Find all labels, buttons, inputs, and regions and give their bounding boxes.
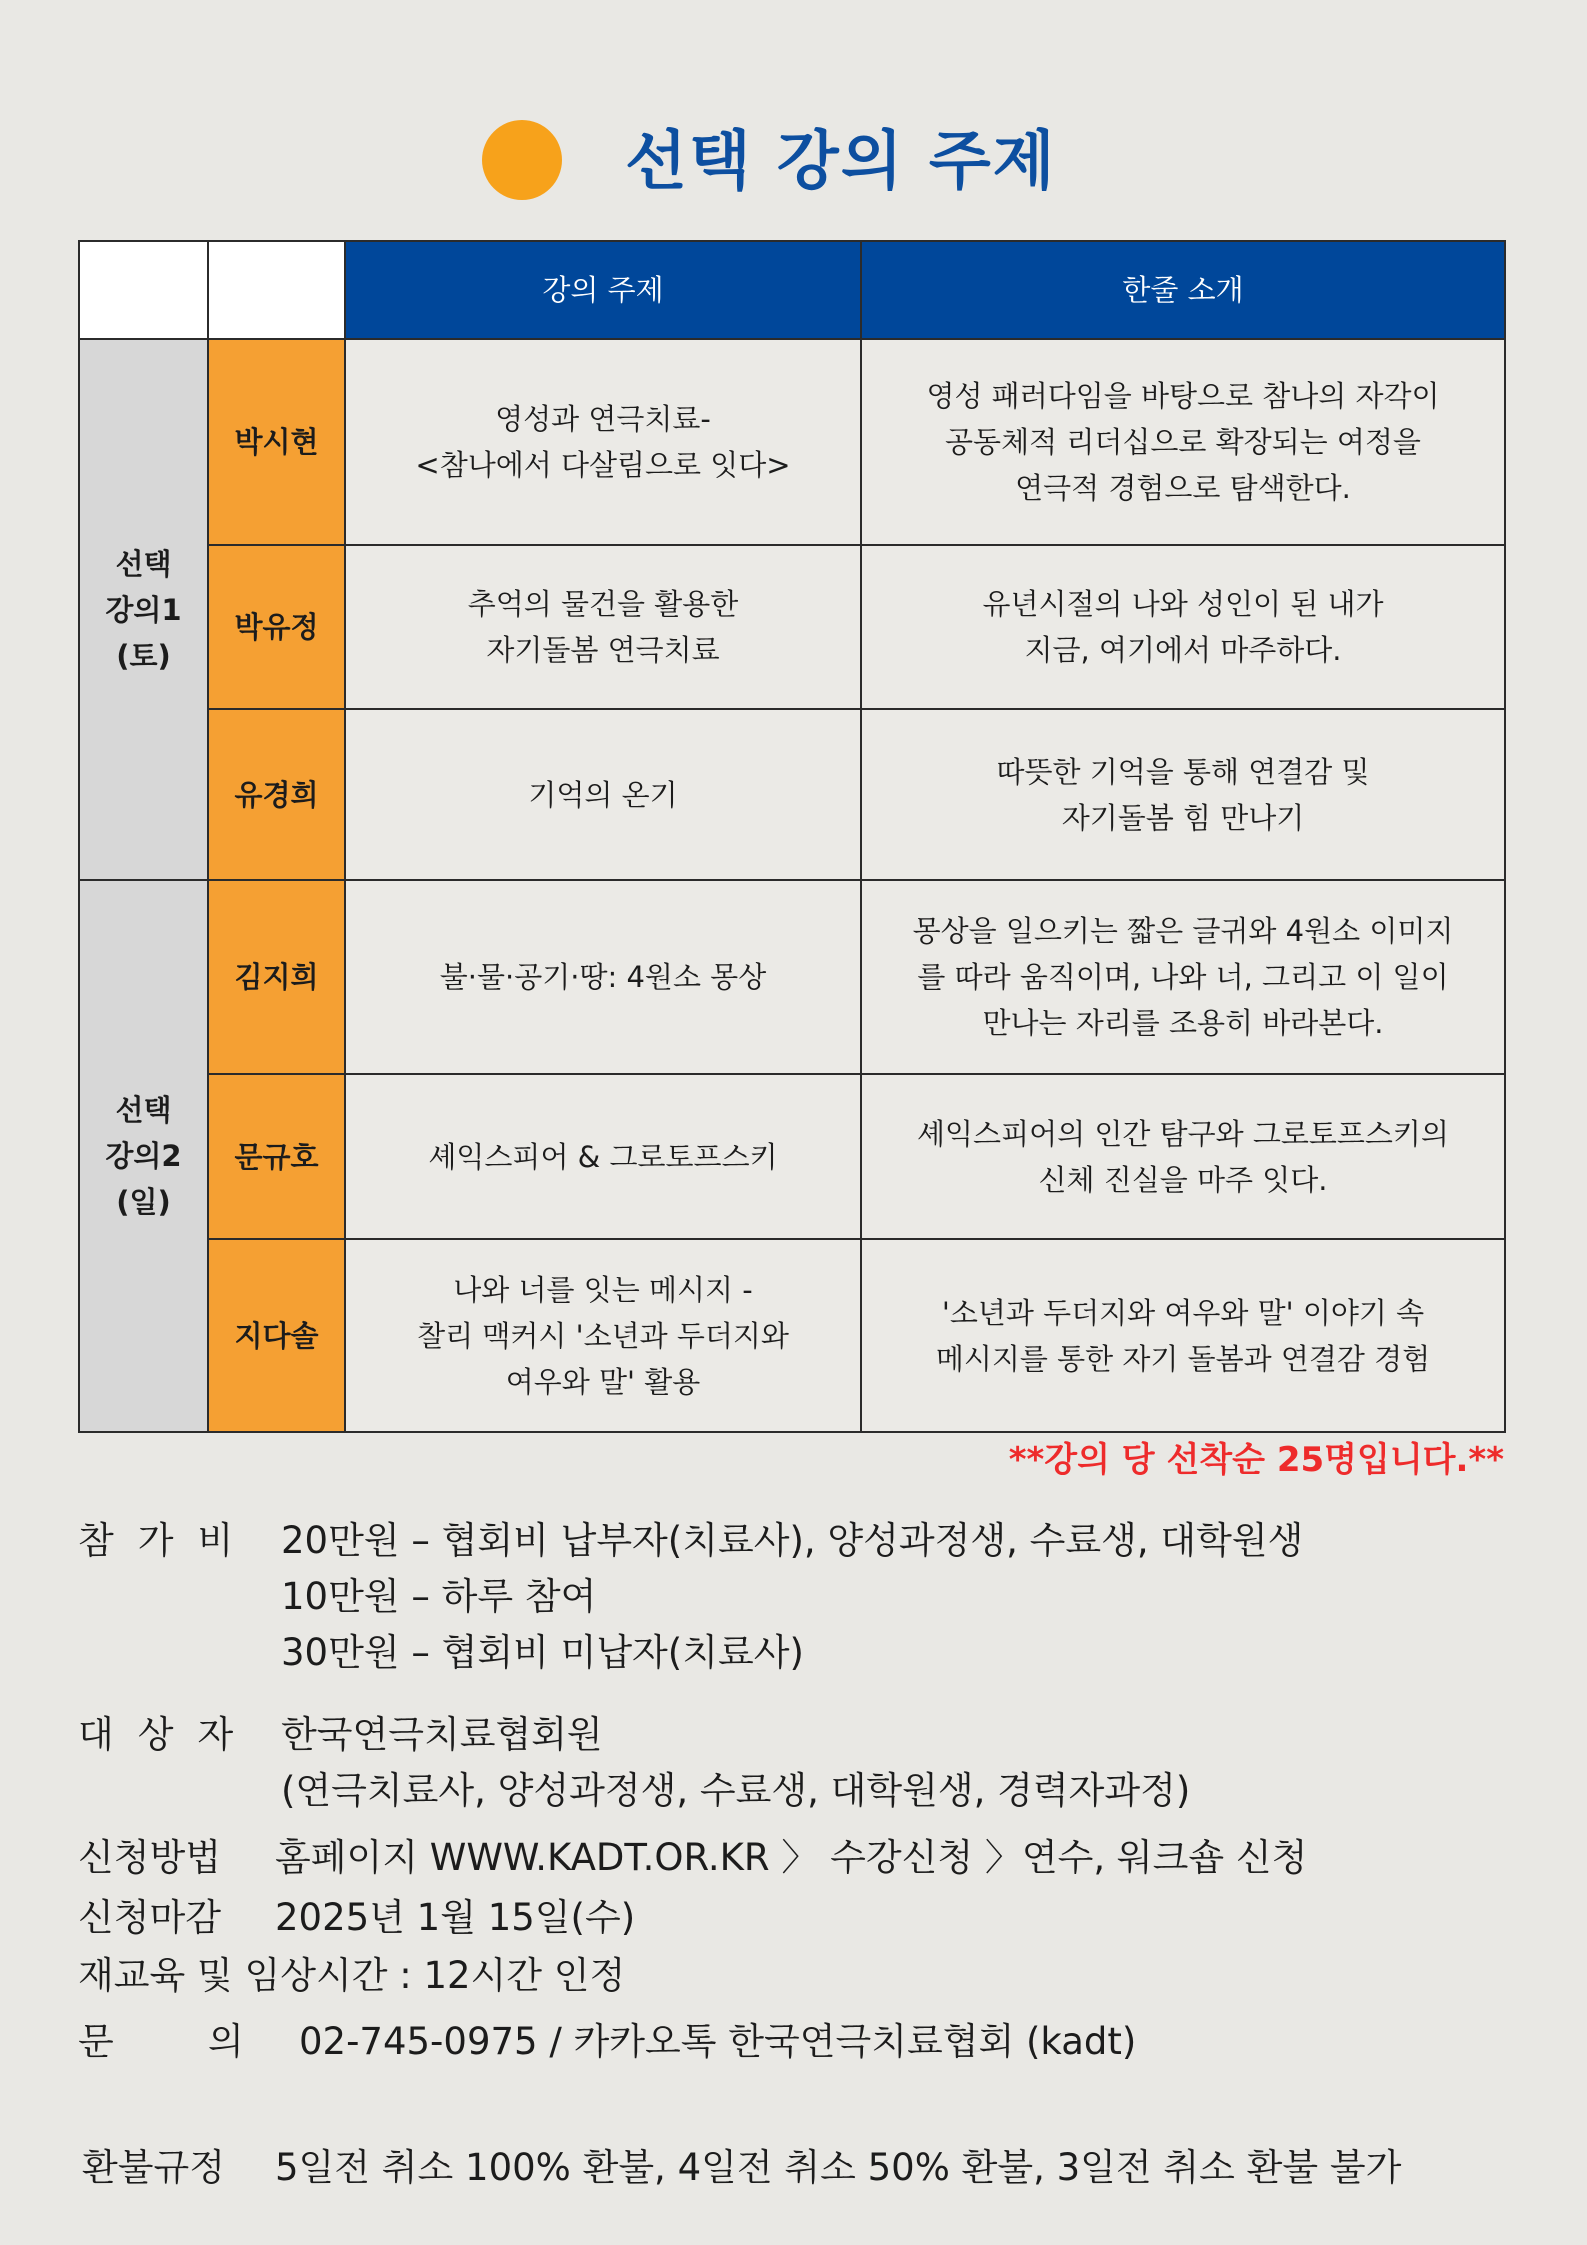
- intro-line: 자기돌봄 힘 만나기: [1061, 800, 1305, 835]
- table-header-row: [79, 241, 1505, 339]
- day-label-line: 선택: [115, 546, 172, 581]
- header-blank-cell: [208, 241, 345, 339]
- deadline-section: [78, 1890, 1478, 1946]
- target-label: 대상자: [78, 1713, 258, 1756]
- apply-method-value: 홈페이지 WWW.KADT.OR.KR 〉 수강신청 〉연수, 워크숍 신청: [275, 1836, 1308, 1879]
- apply-method-label: 신청방법: [78, 1836, 221, 1879]
- contact-label-first: 문: [78, 2020, 114, 2063]
- contact-section: [78, 2014, 1478, 2070]
- fee-line: 30만원 – 협회비 미납자(치료사): [281, 1631, 804, 1674]
- intro-line: 유년시절의 나와 성인이 된 내가: [982, 587, 1384, 621]
- lecture-intro: [861, 880, 1505, 1074]
- day-label-line: 강의1: [105, 592, 182, 627]
- intro-line: 지금, 여기에서 마주하다.: [1024, 633, 1342, 667]
- deadline-value: 2025년 1월 15일(수): [275, 1896, 636, 1939]
- day-label-line: 선택: [115, 1093, 172, 1127]
- lecturer-name: 지다솔: [208, 1239, 345, 1432]
- header-intro: 한줄 소개: [861, 241, 1505, 339]
- intro-line: 따뜻한 기억을 통해 연결감 및: [996, 754, 1370, 789]
- credit-text: 재교육 및 임상시간 : 12시간 인정: [78, 1954, 626, 1997]
- table-row: [79, 709, 1505, 880]
- topic-line: 영성과 연극치료-: [495, 402, 711, 436]
- capacity-note: **강의 당 선착순 25명입니다.**: [1008, 1440, 1504, 1480]
- lecturer-name: 박유정: [208, 545, 345, 709]
- target-line: 한국연극치료협회원: [281, 1713, 603, 1756]
- lecture-topic: [345, 339, 861, 545]
- lecturer-name: 박시현: [208, 339, 345, 545]
- table-row: [79, 339, 1505, 545]
- lecture-topic: [345, 545, 861, 709]
- intro-line: 영성 패러다임을 바탕으로 참나의 자각이: [926, 379, 1440, 413]
- table-row: [79, 880, 1505, 1074]
- day-label-line: (일): [116, 1185, 171, 1219]
- intro-line: 를 따라 움직이며, 나와 너, 그리고 이 일이: [917, 960, 1449, 994]
- orange-dot-icon: [482, 120, 562, 200]
- lecture-intro: [861, 1239, 1505, 1432]
- intro-line: 몽상을 일으키는 짧은 글귀와 4원소 이미지: [912, 914, 1454, 948]
- contact-value: 02-745-0975 / 카카오톡 한국연극치료협회 (kadt): [299, 2020, 1137, 2063]
- lecturer-name: 유경희: [208, 709, 345, 880]
- target-section: [78, 1707, 1478, 1819]
- topic-line: 기억의 온기: [528, 777, 678, 812]
- day-label-line: (토): [116, 638, 171, 673]
- refund-value: 5일전 취소 100% 환불, 4일전 취소 50% 환불, 3일전 취소 환불 불가: [275, 2146, 1402, 2189]
- topic-line: 찰리 맥커시 '소년과 두더지와: [417, 1318, 789, 1353]
- lecture-intro: [861, 545, 1505, 709]
- lecture-intro: [861, 709, 1505, 880]
- lecture-topic: [345, 1074, 861, 1239]
- intro-line: 신체 진실을 마주 잇다.: [1038, 1162, 1328, 1197]
- fee-section: [78, 1513, 1478, 1681]
- fee-line: 10만원 – 하루 참여: [281, 1575, 597, 1618]
- topic-line: <참나에서 다살림으로 잇다>: [415, 448, 791, 482]
- table-row: [79, 545, 1505, 709]
- intro-line: 만나는 자리를 조용히 바라본다.: [982, 1006, 1384, 1040]
- fee-line: 20만원 – 협회비 납부자(치료사), 양성과정생, 수료생, 대학원생: [281, 1519, 1304, 1562]
- topic-line: 추억의 물건을 활용한: [467, 587, 739, 621]
- lecturer-name: 문규호: [208, 1074, 345, 1239]
- lecture-table: [78, 240, 1506, 1433]
- day-cell-saturday: [79, 339, 208, 880]
- intro-line: 셰익스피어의 인간 탐구와 그로토프스키의: [917, 1116, 1449, 1151]
- refund-section: [82, 2140, 1482, 2196]
- page-title: 선택 강의 주제: [625, 124, 1057, 199]
- intro-line: 공동체적 리더십으로 확장되는 여정을: [945, 425, 1421, 459]
- table-row: [79, 1239, 1505, 1432]
- page-header: [0, 112, 1587, 212]
- topic-line: 자기돌봄 연극치료: [486, 633, 720, 667]
- header-topic: 강의 주제: [345, 241, 861, 339]
- lecture-topic: [345, 709, 861, 880]
- lecture-topic: [345, 880, 861, 1074]
- lecture-intro: [861, 339, 1505, 545]
- topic-line: 여우와 말' 활용: [505, 1364, 701, 1399]
- lecture-intro: [861, 1074, 1505, 1239]
- intro-line: 연극적 경험으로 탐색한다.: [1015, 471, 1351, 505]
- lecturer-name: 김지희: [208, 880, 345, 1074]
- header-blank-cell: [79, 241, 208, 339]
- lecture-topic: [345, 1239, 861, 1432]
- topic-line: 나와 너를 잇는 메시지 -: [453, 1272, 753, 1307]
- refund-label: 환불규정: [82, 2146, 225, 2189]
- fee-label: 참가비: [78, 1519, 258, 1562]
- credit-section: [78, 1948, 1478, 2004]
- table-row: [79, 1074, 1505, 1239]
- target-line: (연극치료사, 양성과정생, 수료생, 대학원생, 경력자과정): [281, 1769, 1191, 1812]
- deadline-label: 신청마감: [78, 1896, 221, 1939]
- apply-method-section: [78, 1830, 1478, 1886]
- contact-label-second: 의: [208, 2020, 244, 2063]
- day-label-line: 강의2: [105, 1139, 182, 1173]
- topic-line: 불·물·공기·땅: 4원소 몽상: [439, 960, 767, 994]
- day-cell-sunday: [79, 880, 208, 1432]
- intro-line: '소년과 두더지와 여우와 말' 이야기 속: [941, 1295, 1425, 1330]
- intro-line: 메시지를 통한 자기 돌봄과 연결감 경험: [935, 1341, 1431, 1376]
- topic-line: 셰익스피어 & 그로토프스키: [428, 1139, 778, 1174]
